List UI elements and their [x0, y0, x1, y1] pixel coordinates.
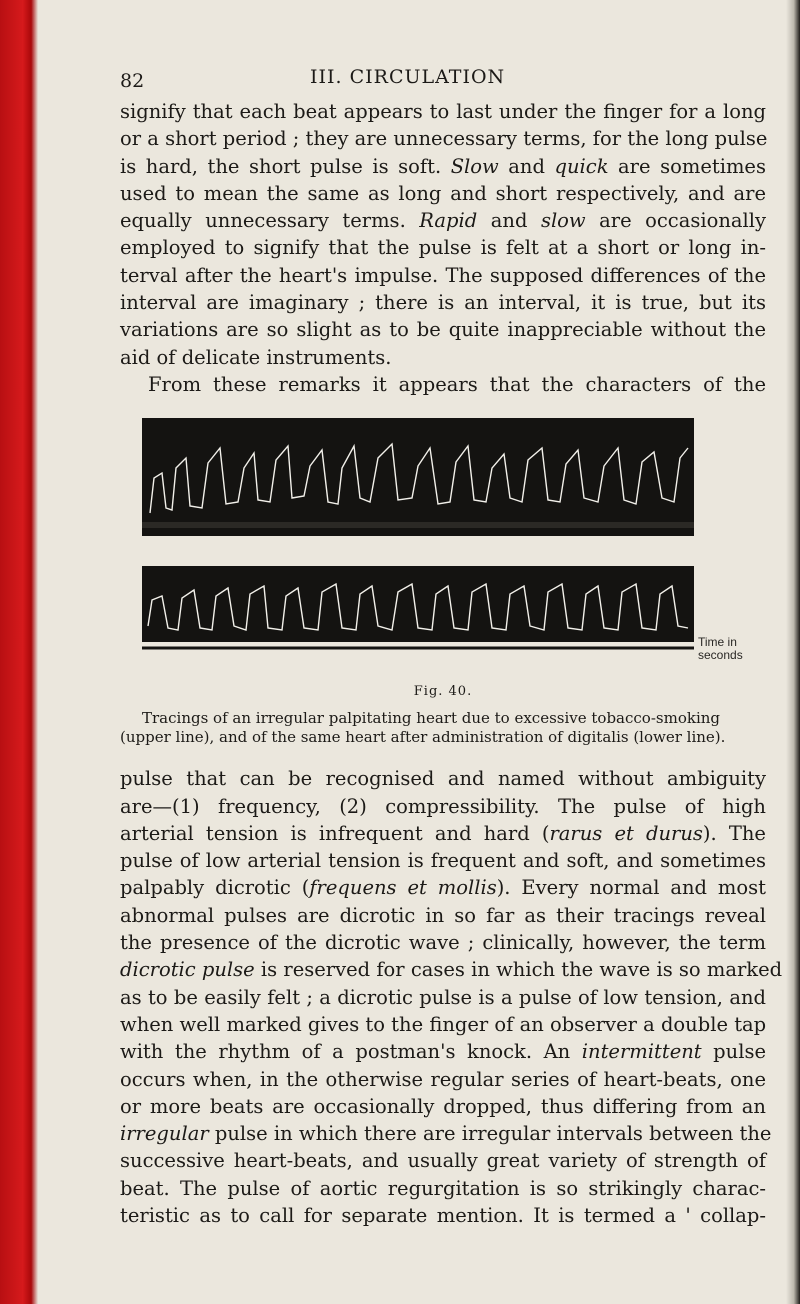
- text-segment: is reserved for cases in which the wave is so marked: [254, 958, 783, 982]
- text-line: [120, 1038, 766, 1065]
- text-segment: and: [477, 209, 541, 233]
- text-line: [120, 874, 766, 901]
- text-segment: pulse in which there are irregular intervals between the: [208, 1122, 772, 1146]
- caption-line: (upper line), and of the same heart after administration of digitalis (lower line).: [120, 728, 726, 747]
- figure-label: Fig. 40.: [413, 684, 473, 700]
- page-header: [120, 58, 766, 98]
- text-line: beat. The pulse of aortic regurgitation is so strikingly charac-: [120, 1176, 766, 1200]
- page-number: 82: [120, 70, 145, 92]
- paragraph-1: [120, 98, 766, 398]
- caption-line: Tracings of an irregular palpitating heart due to excessive tobacco-smoking: [142, 709, 721, 728]
- book-spine: [0, 0, 38, 1304]
- text-segment: are occasionally: [585, 209, 766, 233]
- italic-term: quick: [554, 154, 609, 178]
- text-segment: ). Every normal and most: [496, 876, 766, 900]
- text-line: [120, 207, 766, 234]
- italic-term: intermittent: [581, 1040, 702, 1064]
- text-line: interval are imaginary ; there is an interval, it is true, but its: [120, 291, 766, 315]
- text-line: occurs when, in the otherwise regular series of heart-beats, one: [120, 1067, 766, 1091]
- text-line: or a short period ; they are unnecessary terms, for the long pulse: [120, 127, 768, 151]
- text-segment: arterial tension is infrequent and hard (: [120, 821, 550, 845]
- text-line: terval after the heart's impulse. The supposed differences of the: [120, 263, 766, 287]
- text-line: teristic as to call for separate mention. It is termed a ' collap-: [120, 1204, 766, 1228]
- text-line: as to be easily felt ; a dicrotic pulse is a pulse of low tension, and: [120, 985, 766, 1009]
- time-label-line: Time in: [698, 635, 737, 650]
- text-line: From these remarks it appears that the characters of the: [148, 372, 766, 396]
- running-head: III. CIRCULATION: [310, 66, 506, 88]
- text-segment: equally unnecessary terms.: [120, 209, 420, 233]
- italic-term: irregular: [120, 1122, 209, 1146]
- text-segment: pulse: [701, 1040, 766, 1064]
- time-label: [698, 636, 778, 662]
- text-line: used to mean the same as long and short respectively, and are: [120, 181, 766, 205]
- text-line: [120, 956, 783, 983]
- text-line: or more beats are occasionally dropped, thus differing from an: [120, 1094, 766, 1118]
- book-page: [120, 58, 783, 1229]
- text-line: signify that each beat appears to last under the finger for a long: [120, 100, 766, 123]
- italic-term: frequens et mollis: [309, 876, 497, 900]
- italic-term: Rapid: [419, 209, 478, 233]
- text-line: aid of delicate instruments.: [120, 345, 392, 369]
- italic-term: Slow: [450, 154, 499, 178]
- paragraph-2: [120, 765, 783, 1229]
- text-segment: palpably dicrotic (: [120, 876, 310, 900]
- italic-term: rarus et durus: [549, 821, 703, 845]
- figure-40: [120, 418, 766, 678]
- text-segment: ). The: [702, 821, 766, 845]
- text-line: [120, 1120, 772, 1147]
- upper-tracing: [142, 418, 694, 538]
- text-line: pulse that can be recognised and named without ambiguity: [120, 767, 766, 791]
- text-segment: and: [498, 154, 555, 178]
- text-line: when well marked gives to the finger of an observer a double tap: [120, 1012, 767, 1036]
- italic-term: slow: [540, 209, 586, 233]
- text-segment: is hard, the short pulse is soft.: [120, 154, 451, 178]
- text-segment: with the rhythm of a postman's knock. An: [120, 1040, 582, 1064]
- text-line: pulse of low arterial tension is frequent and soft, and sometimes: [120, 849, 766, 873]
- lower-tracing: [142, 566, 694, 658]
- text-line: successive heart-beats, and usually great variety of strength of: [120, 1149, 766, 1173]
- text-line: [120, 820, 766, 847]
- page-edge: [786, 0, 800, 1304]
- text-line: variations are so slight as to be quite inappreciable without the: [120, 318, 766, 342]
- text-line: employed to signify that the pulse is felt at a short or long in-: [120, 236, 766, 260]
- italic-term: dicrotic pulse: [120, 958, 255, 982]
- text-line: abnormal pulses are dicrotic in so far as their tracings reveal: [120, 903, 766, 927]
- text-line: the presence of the dicrotic wave ; clinically, however, the term: [120, 931, 766, 955]
- text-line: [120, 153, 766, 180]
- text-line: are—(1) frequency, (2) compressibility. The pulse of high: [120, 794, 766, 818]
- text-segment: are sometimes: [608, 154, 766, 178]
- time-label-line: seconds: [698, 648, 743, 663]
- figure-caption: [120, 709, 766, 747]
